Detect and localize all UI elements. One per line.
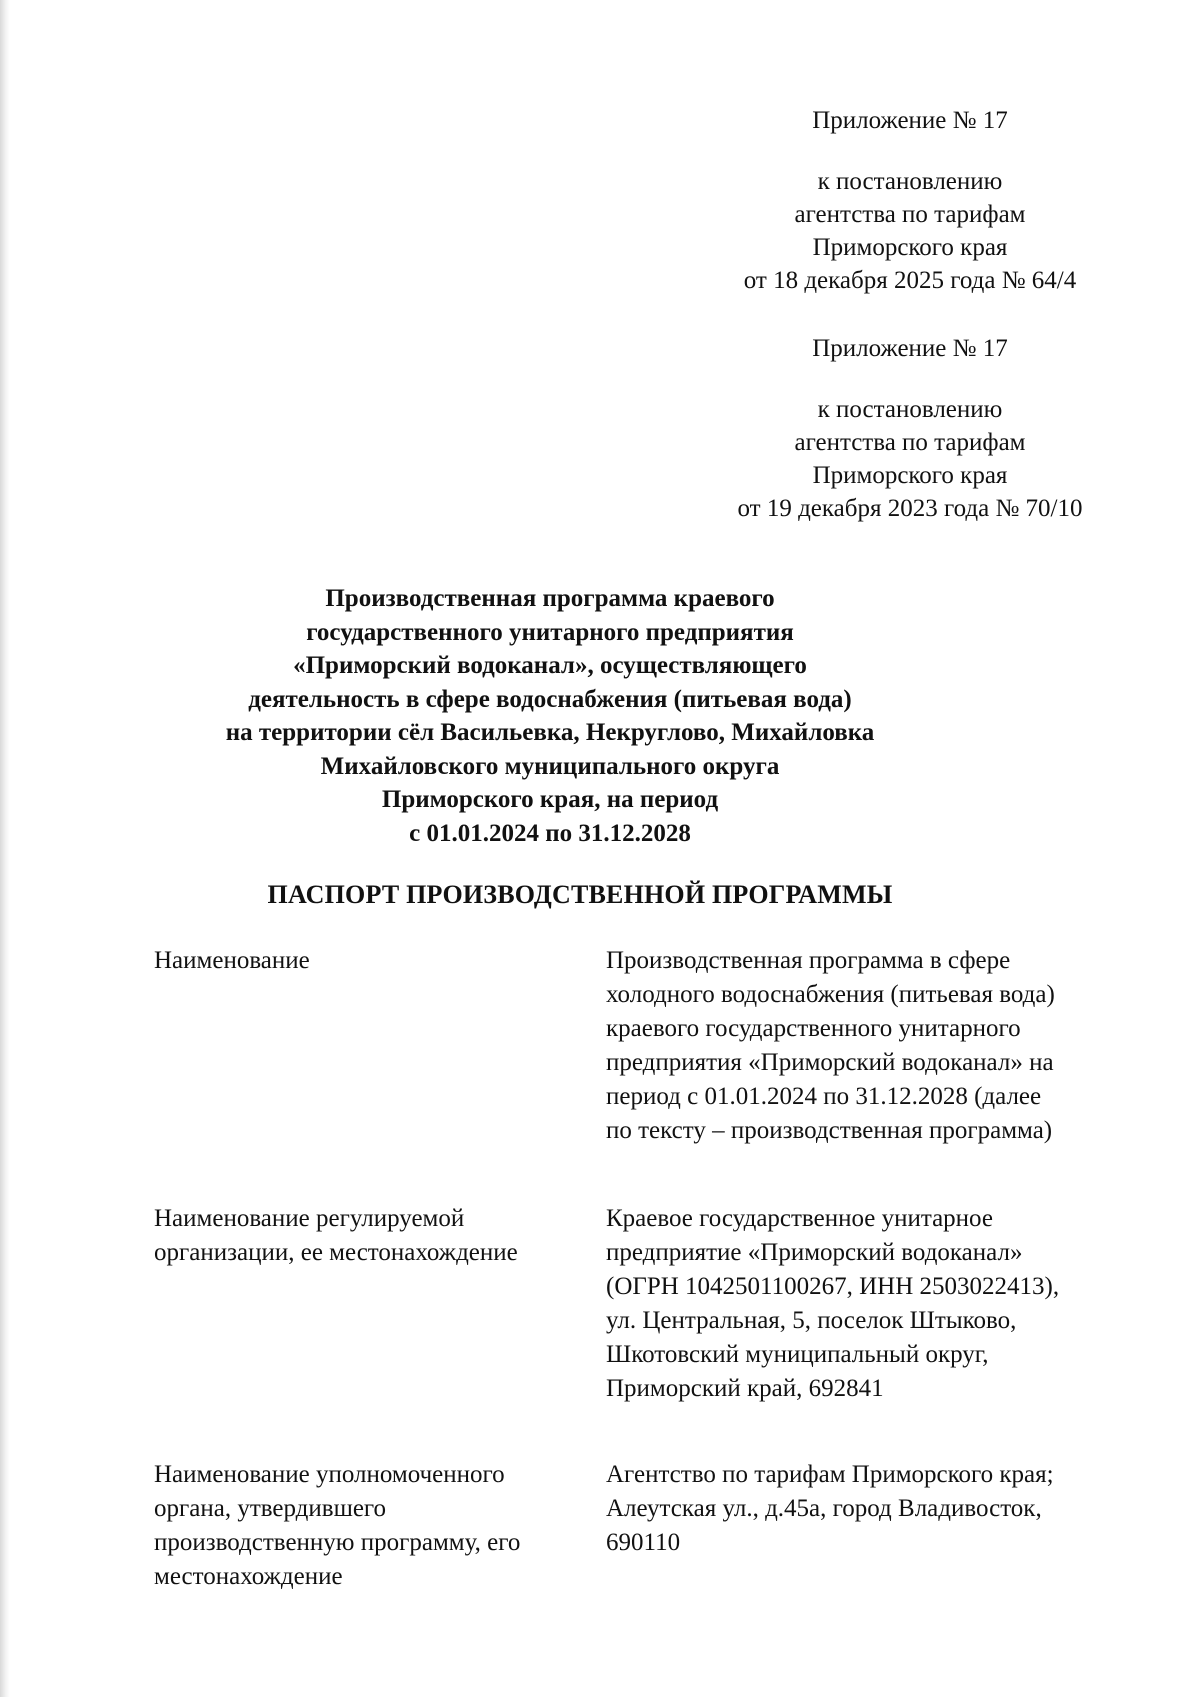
- appendix-current-line: Приморского края: [812, 234, 1008, 261]
- appendix-current-date: от 18 декабря 2025 года № 64/4: [743, 267, 1077, 294]
- value-line: период с 01.01.2024 по 31.12.2028 (далее: [606, 1083, 1042, 1110]
- appendix-current-title: Приложение № 17: [812, 107, 1008, 134]
- label-line: организации, ее местонахождение: [154, 1239, 518, 1266]
- value-line: Шкотовский муниципальный округ,: [606, 1341, 989, 1368]
- value-line: холодного водоснабжения (питьевая вода): [606, 981, 1055, 1008]
- value-line: краевого государственного унитарного: [606, 1015, 1021, 1042]
- value-line: Алеутская ул., д.45а, город Владивосток,: [606, 1495, 1042, 1522]
- value-line: ул. Центральная, 5, поселок Штыково,: [606, 1307, 1017, 1334]
- appendix-previous-line: Приморского края: [812, 462, 1008, 489]
- appendix-current-line: к постановлению: [817, 168, 1003, 195]
- document-title: [200, 582, 900, 850]
- title-line: на территории сёл Васильевка, Некруглово, Михайловка: [225, 719, 875, 746]
- appendix-current-line: агентства по тарифам: [794, 201, 1026, 228]
- value-line: Производственная программа в сфере: [606, 947, 1011, 974]
- value-line: Краевое государственное унитарное: [606, 1205, 993, 1232]
- title-line: Михайловского муниципального округа: [320, 752, 780, 780]
- value-line: Приморский край, 692841: [606, 1375, 884, 1402]
- passport-row-label: [154, 1458, 584, 1594]
- passport-row-value: [606, 944, 1126, 1148]
- passport-heading: ПАСПОРТ ПРОИЗВОДСТВЕННОЙ ПРОГРАММЫ: [267, 880, 893, 909]
- value-line: предприятие «Приморский водоканал»: [606, 1239, 1023, 1266]
- passport-row-label: [154, 1202, 584, 1270]
- label-line: Наименование уполномоченного: [154, 1461, 505, 1488]
- title-line: Производственная программа краевого: [325, 585, 775, 612]
- title-line: «Приморский водоканал», осуществляющего: [293, 652, 807, 679]
- value-line: по тексту – производственная программа): [606, 1117, 1053, 1144]
- passport-row-label: [154, 944, 584, 978]
- value-line: Агентство по тарифам Приморского края;: [606, 1461, 1054, 1488]
- appendix-current-block: [700, 104, 1120, 297]
- label-line: производственную программу, его: [154, 1529, 521, 1556]
- appendix-previous-block: [700, 332, 1120, 525]
- title-line: государственного унитарного предприятия: [306, 618, 794, 646]
- value-line: (ОГРН 1042501100267, ИНН 2503022413),: [606, 1273, 1060, 1300]
- value-line: предприятия «Приморский водоканал» на: [606, 1049, 1054, 1076]
- appendix-previous-date: от 19 декабря 2023 года № 70/10: [737, 495, 1083, 522]
- title-line: деятельность в сфере водоснабжения (питьевая вода): [248, 685, 852, 713]
- passport-row-value: [606, 1458, 1126, 1560]
- title-line: Приморского края, на период: [381, 786, 719, 813]
- appendix-previous-line: к постановлению: [817, 396, 1003, 423]
- passport-row-value: [606, 1202, 1126, 1406]
- label-line: органа, утвердившего: [154, 1495, 387, 1522]
- appendix-previous-title: Приложение № 17: [812, 335, 1008, 362]
- label-line: Наименование: [154, 947, 310, 974]
- label-line: Наименование регулируемой: [154, 1205, 465, 1232]
- title-line: с 01.01.2024 по 31.12.2028: [409, 819, 691, 847]
- label-line: местонахождение: [154, 1563, 343, 1590]
- appendix-previous-line: агентства по тарифам: [794, 429, 1026, 456]
- value-line: 690110: [606, 1529, 681, 1556]
- scan-edge-shadow: [0, 0, 10, 1697]
